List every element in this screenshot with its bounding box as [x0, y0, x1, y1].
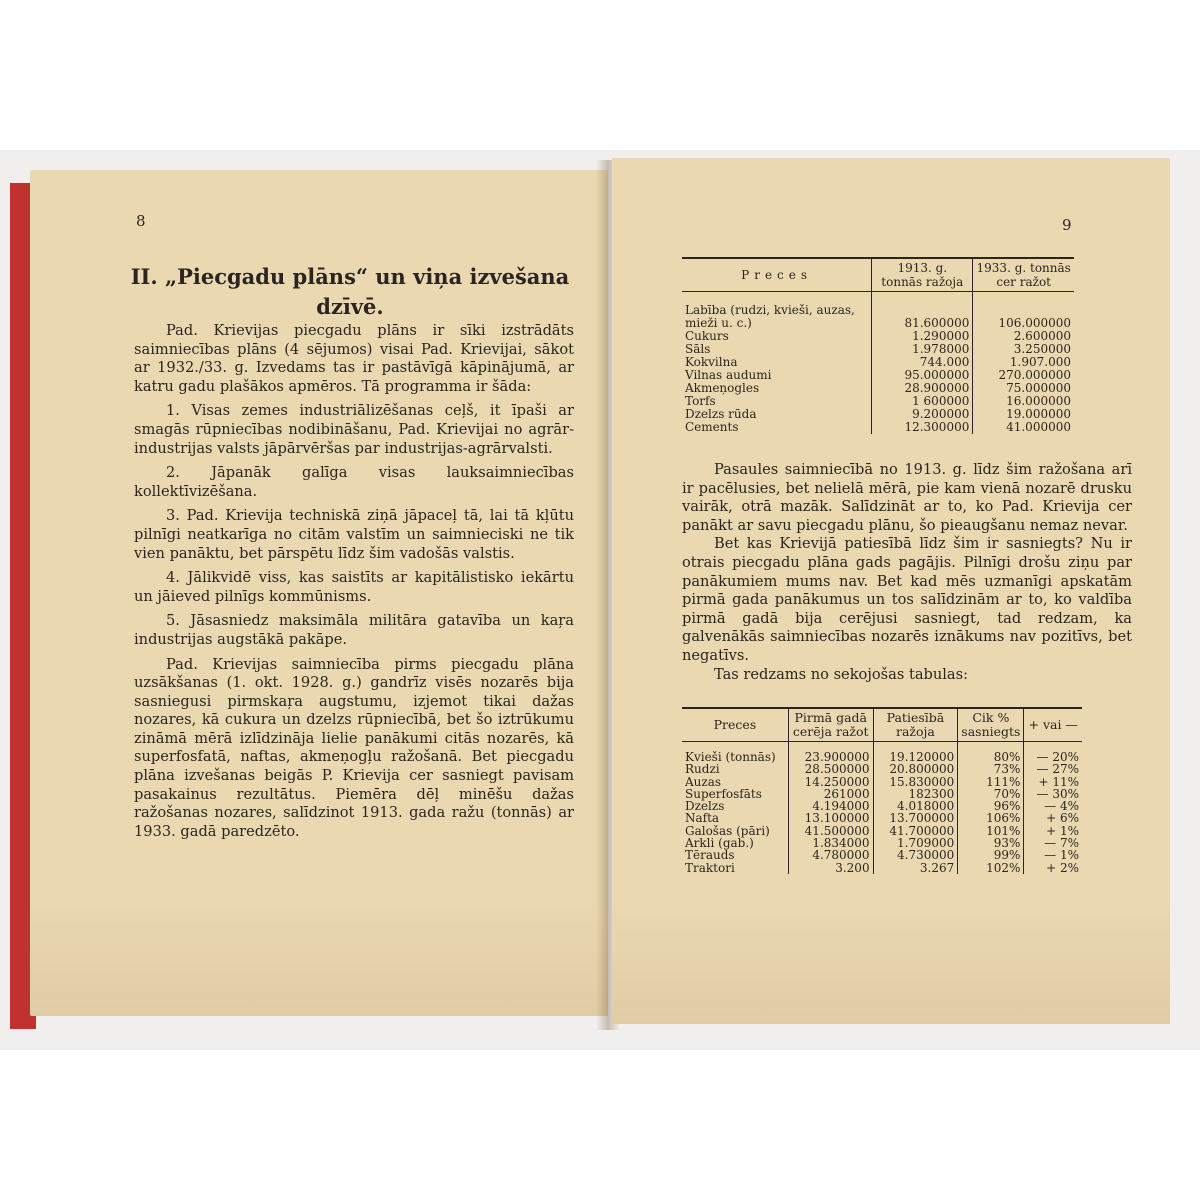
table-cell: Kokvilna: [685, 355, 738, 369]
table-header-row: [682, 258, 1074, 292]
table-cell: Superfosfāts: [685, 786, 762, 801]
table-row: [682, 421, 1074, 434]
table-header-cell: Pirmā gadā cerēja ražot: [788, 708, 873, 742]
table-cell: 73%: [958, 763, 1024, 775]
paragraph: Pad. Krievijas saimniecība pirms piecgadu plāna uzsākšanas (1. okt. 1928. g.) gandrīz visēs nozarēs bija sasniegusi pirmskaŗa augstumu, izjemot tikai dažas nozares, kā cukura un dzelzs rūpniecībā, bet šo iztrūkumu zināmā mērā izlīdzināja lielie panākumi citās nozarēs, kā superfosfatā, naftas, akmeņogļu ražošanā. Bet piecgadu plāna izvešanas beigās P. Krievija cer sasniegt pavisam pasakainus rezultātus. Piemēra dēļ minēšu dažas ražošanas nozares, salīdzinot 1913. gada ražu (tonnās) ar 1933. gadā paredzēto.: [134, 655, 574, 840]
table-cell: Cements: [685, 420, 739, 434]
page-number: 9: [1062, 216, 1072, 234]
heading-line-1: II. „Piecgadu plāns“ un viņa izvešana: [130, 264, 570, 289]
table-row: [682, 292, 1074, 331]
table-cell: — 4%: [1024, 800, 1082, 812]
table-cell: Galošas (pāri): [685, 823, 770, 838]
table-cell: 1.709000: [873, 837, 958, 849]
table-row: [682, 800, 1082, 812]
left-page: [30, 170, 608, 1016]
heading-line-2: dzīvē.: [316, 294, 384, 319]
table-cell: 9.200000: [872, 408, 973, 421]
table-cell: 4.018000: [873, 800, 958, 812]
paragraph: Tas redzams no sekojošas tabulas:: [714, 665, 969, 683]
table-cell: Dzelzs rūda: [685, 407, 757, 421]
table-cell: 1.978000: [872, 343, 973, 356]
right-page: [612, 158, 1170, 1024]
table-cell: 16.000000: [973, 395, 1074, 408]
table-row: [682, 837, 1082, 849]
table-cell: — 30%: [1024, 788, 1082, 800]
chapter-heading: [130, 262, 570, 322]
table-cell: 261000: [788, 788, 873, 800]
paragraph: 5. Jāsasniedz maksimāla militāra gatavība un kaŗa industrijas augstākā pakāpe.: [134, 612, 574, 648]
table-cell: 102%: [958, 862, 1024, 874]
table-row: [682, 849, 1082, 861]
page-number: 8: [136, 212, 146, 230]
table-cell: 1 600000: [872, 395, 973, 408]
table-header-cell: Patiesībā ražoja: [873, 708, 958, 742]
table-row: [682, 862, 1082, 874]
table-cell: 4.730000: [873, 849, 958, 861]
table-cell: 1.834000: [788, 837, 873, 849]
table-cell: 41.000000: [973, 421, 1074, 434]
table-cell: 12.300000: [872, 421, 973, 434]
table-cell: 70%: [958, 788, 1024, 800]
table-cell: — 7%: [1024, 837, 1082, 849]
table-cell: 111%: [958, 776, 1024, 788]
table-header-cell: 1913. g. tonnās ražoja: [872, 258, 973, 292]
table-cell: Tērauds: [685, 848, 735, 863]
page-shading: [612, 904, 1170, 1024]
table-cell: 23.900000: [788, 742, 873, 764]
table-row: [682, 763, 1082, 775]
table-cell: Akmeņogles: [685, 381, 760, 395]
table-cell: + 2%: [1024, 862, 1082, 874]
table-cell: 182300: [873, 788, 958, 800]
table-cell: Sāls: [685, 342, 711, 356]
table-cell: — 1%: [1024, 849, 1082, 861]
table-cell: 99%: [958, 849, 1024, 861]
table-row: [682, 742, 1082, 764]
table-cell: 80%: [958, 742, 1024, 764]
table-cell: 4.194000: [788, 800, 873, 812]
table-header-cell: Preces: [682, 258, 872, 292]
table-header-row: [682, 708, 1082, 742]
table-cell: 106%: [958, 812, 1024, 824]
table-cell: 41.500000: [788, 825, 873, 837]
paragraph: Pad. Krievijas piecgadu plāns ir sīki izstrādāts saimniecības plāns (4 sējumos) visai Pad. Krievijai, sākot ar 1932./33. g. Izvedams tas ir pastāvīgā kāpinājumā, ar katru gadu plašākos apmēros. Tā programma ir šāda:: [134, 322, 574, 395]
paragraph: Bet kas Krievijā patiesībā līdz šim ir sasniegts? Nu ir otrais piecgadu plāna gads pagājis. Pilnīgi drošu ziņu par panākumiem mums nav. Bet kad mēs uzmanīgi apskatām pirmā gada panākumus un tos salīdzinām ar to, ko valdība pirmā gadā bija cerējusi sasniegt, tad redzam, ka galvenākās saimniecības nozarēs iznākums nav pozitīvs, bet negatīvs.: [682, 535, 1132, 664]
table-cell: Dzelzs: [685, 799, 725, 814]
table-cell: 101%: [958, 825, 1024, 837]
table-cell: Nafta: [685, 811, 720, 826]
table-cell: Labība (rudzi, kvieši, auzas, mieži u. c.): [685, 303, 855, 330]
table-cell: 14.250000: [788, 776, 873, 788]
table-row: [682, 812, 1082, 824]
paragraph: Pasaules saimniecībā no 1913. g. līdz šim ražošana arī ir pacēlusies, bet nelielā mērā, pie kam vienā nozarē drusku vairāk, otrā mazāk. Salīdzināt ar to, ko Pad. Krievija cer panākt ar savu piecgadu plānu, šo pieaugšanu nemaz nevar.: [682, 461, 1132, 534]
table-cell: 106.000000: [973, 292, 1074, 331]
table-cell: + 6%: [1024, 812, 1082, 824]
table-cell: + 1%: [1024, 825, 1082, 837]
left-body-text: [134, 322, 574, 847]
table-cell: 41.700000: [873, 825, 958, 837]
table-header-cell: Cik % sasniegts: [958, 708, 1024, 742]
table-header-cell: 1933. g. tonnās cer ražot: [973, 258, 1074, 292]
table-header-cell: + vai —: [1024, 708, 1082, 742]
table-cell: Arkli (gab.): [685, 836, 754, 851]
table-cell: 28.500000: [788, 763, 873, 775]
table-cell: 1.907.000: [973, 356, 1074, 369]
table-cell: Torfs: [685, 394, 716, 408]
table-cell: 13.700000: [873, 812, 958, 824]
table-cell: 3.200: [788, 862, 873, 874]
table-cell: — 27%: [1024, 763, 1082, 775]
table-cell: 13.100000: [788, 812, 873, 824]
table-cell: 744.000: [872, 356, 973, 369]
page-shading: [30, 896, 608, 1016]
table-cell: 19.120000: [873, 742, 958, 764]
table-header-cell: Preces: [682, 708, 788, 742]
table-cell: Auzas: [685, 774, 722, 789]
table-cell: + 11%: [1024, 776, 1082, 788]
table-cell: Traktori: [685, 860, 735, 875]
table-cell: 19.000000: [973, 408, 1074, 421]
paragraph: 3. Pad. Krievija techniskā ziņā jāpaceļ tā, lai tā kļūtu pilnīgi neatkarīga no citām valstīm un saimnieciski ne tik vien panāktu, bet pārspētu līdz šim vadošās valstis.: [134, 507, 574, 562]
table-cell: 81.600000: [872, 292, 973, 331]
right-body-text: [682, 461, 1132, 684]
table-row: [682, 788, 1082, 800]
first-year-results-table: [682, 707, 1082, 874]
table-cell: Vilnas audumi: [685, 368, 772, 382]
table-cell: 96%: [958, 800, 1024, 812]
paragraph: 2. Jāpanāk galīga visas lauksaimniecības kollektīvizēšana.: [134, 464, 574, 500]
table-cell: 95.000000: [872, 369, 973, 382]
paragraph: 1. Visas zemes industriālizēšanas ceļš, it īpaši ar smagās rūpniecības nodibināšanu, Pad. Krievijai no agrār-industrijas valsts jāpārvēršas par industrijas-agrārvalsti.: [134, 402, 574, 457]
table-cell: 270.000000: [973, 369, 1074, 382]
table-cell: 20.800000: [873, 763, 958, 775]
table-cell: 4.780000: [788, 849, 873, 861]
table-cell: 2.600000: [973, 330, 1074, 343]
table-cell: 28.900000: [872, 382, 973, 395]
paragraph: 4. Jālikvidē viss, kas saistīts ar kapitālistisko iekārtu un jāieved pilnīgs kommūnisms.: [134, 569, 574, 605]
table-cell: 15.830000: [873, 776, 958, 788]
table-cell: Rudzi: [685, 762, 720, 777]
table-cell: Kvieši (tonnās): [685, 750, 776, 764]
table-cell: 75.000000: [973, 382, 1074, 395]
production-plan-table: [682, 257, 1074, 434]
table-cell: Cukurs: [685, 329, 729, 343]
table-cell: 1.290000: [872, 330, 973, 343]
table-cell: 3.250000: [973, 343, 1074, 356]
table-cell: — 20%: [1024, 742, 1082, 764]
table-cell: 3.267: [873, 862, 958, 874]
table-cell: 93%: [958, 837, 1024, 849]
